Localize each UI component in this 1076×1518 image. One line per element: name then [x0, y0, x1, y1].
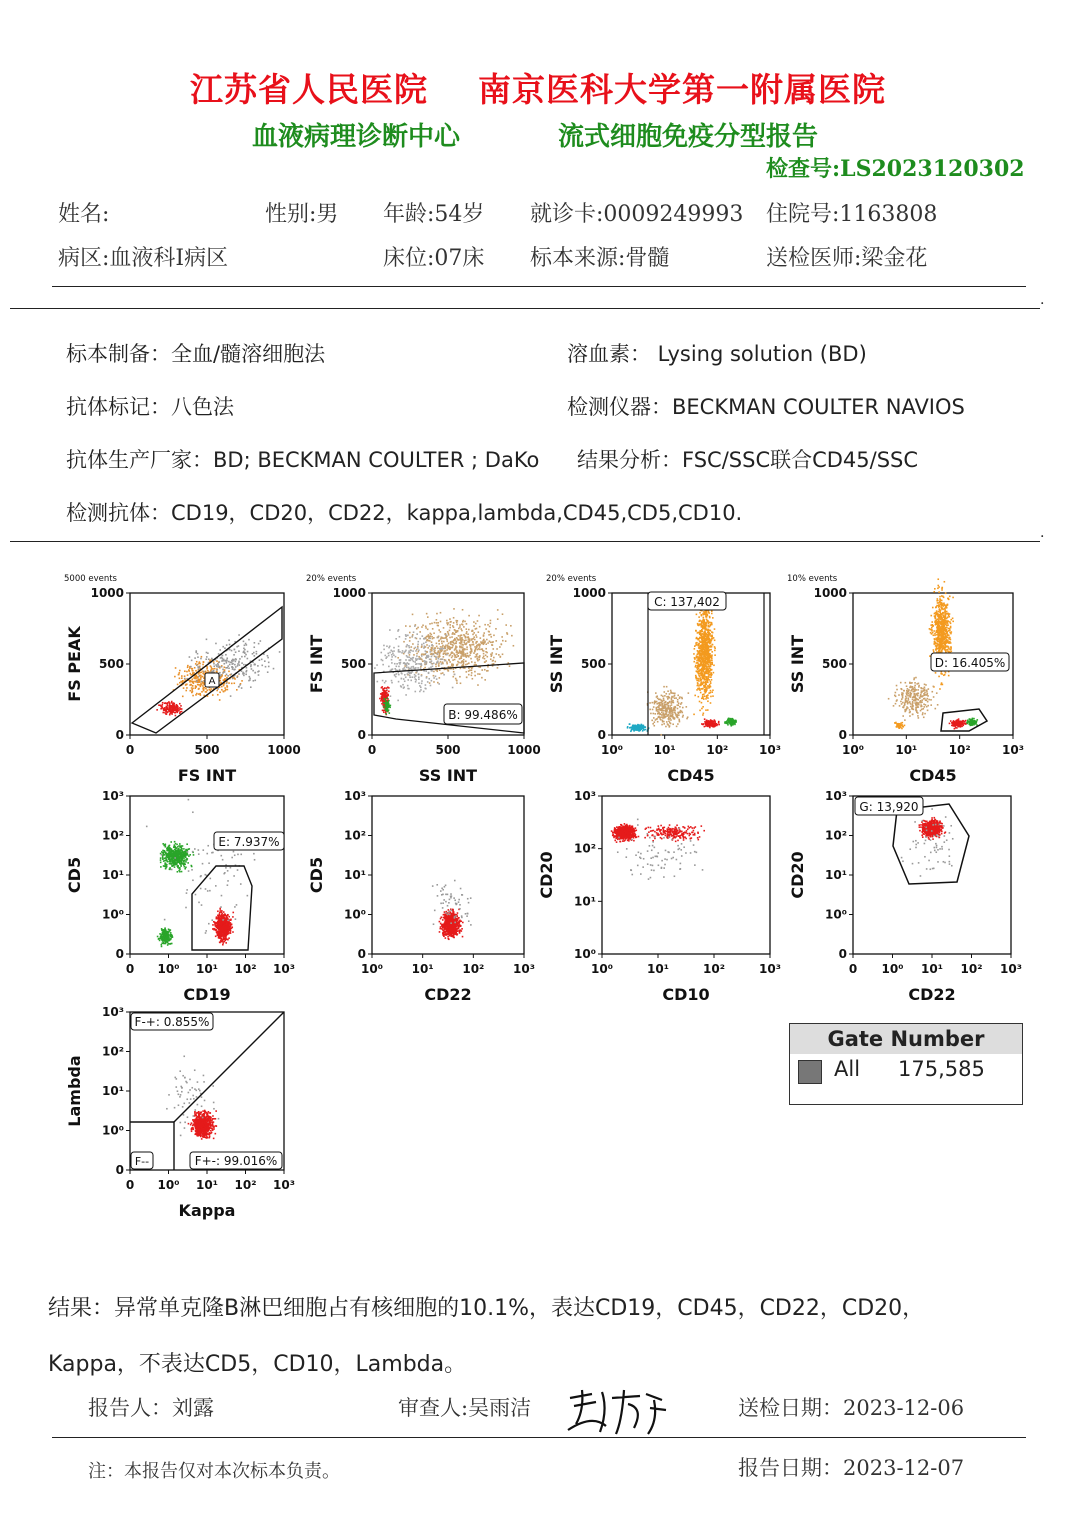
x-tick-label: 500 — [194, 743, 220, 757]
plot-frame — [130, 593, 284, 735]
y-tick-label: 1000 — [813, 586, 847, 600]
x-tick-label: 0 — [125, 743, 135, 757]
y-tick-label: 10¹ — [102, 1084, 124, 1098]
method-prep: 标本制备：全血/髓溶细胞法 — [66, 342, 326, 366]
y-tick-label: 0 — [115, 947, 124, 961]
gate-number-box — [789, 1023, 1023, 1105]
x-tick-label: 1000 — [507, 743, 541, 757]
x-tick-label: 10² — [234, 962, 257, 976]
x-tick-label: 10⁰ — [157, 1178, 180, 1192]
disclaimer-note: 注：本报告仅对本次标本负责。 — [88, 1461, 340, 1482]
patient-age: 年龄:54岁 — [383, 202, 485, 227]
y-tick-label: 500 — [340, 657, 366, 671]
gate-label-group — [205, 673, 219, 687]
x-tick-label: 1000 — [267, 743, 301, 757]
x-tick-label: 0 — [125, 1178, 135, 1192]
x-axis-label: CD22 — [908, 985, 956, 1004]
gate-label: A — [208, 676, 216, 687]
divider-dot: . — [1040, 292, 1045, 308]
y-axis-label: FS PEAK — [65, 626, 84, 702]
x-tick-label: 10³ — [273, 1178, 295, 1192]
y-tick-label: 1000 — [332, 586, 366, 600]
x-tick-label: 10¹ — [647, 962, 669, 976]
y-tick-label: 10² — [102, 1044, 124, 1059]
x-tick-label: 10³ — [759, 962, 781, 976]
x-tick-label: 10² — [948, 743, 971, 757]
x-tick-label: 10³ — [513, 962, 535, 976]
y-tick-label: 0 — [357, 947, 366, 961]
center-name: 血液病理诊断中心 — [252, 122, 461, 152]
y-axis-label: CD20 — [537, 851, 556, 899]
y-tick-label: 10⁰ — [102, 907, 124, 922]
y-tick-label: 0 — [597, 728, 606, 742]
gate-all-value: 175,585 — [898, 1057, 985, 1081]
plot-p8 — [788, 789, 1022, 1004]
x-tick-label: 10² — [703, 962, 725, 976]
x-tick-label: 500 — [435, 743, 461, 757]
x-tick-label: 10⁰ — [601, 743, 623, 757]
event-count-label: 5000 events — [64, 574, 117, 584]
y-axis-label: Lambda — [65, 1055, 84, 1127]
y-tick-label: 10⁰ — [825, 907, 847, 922]
x-axis-label: CD22 — [424, 985, 472, 1004]
y-tick-label: 10³ — [825, 789, 847, 803]
y-tick-label: 10¹ — [102, 868, 124, 882]
plot-p9 — [65, 1005, 295, 1220]
x-tick-label: 10³ — [1002, 743, 1024, 757]
y-tick-label: 10⁰ — [344, 907, 366, 922]
x-axis-label: CD10 — [662, 985, 710, 1004]
reviewer-signature — [562, 1380, 672, 1440]
patient-bed: 床位:07床 — [383, 246, 485, 271]
x-tick-label: 10³ — [273, 962, 295, 976]
x-tick-label: 10² — [706, 743, 729, 757]
patient-name: 姓名: — [58, 202, 110, 227]
x-tick-label: 10⁰ — [591, 962, 613, 976]
y-tick-label: 10³ — [102, 1005, 124, 1019]
y-tick-label: 1000 — [572, 586, 606, 600]
gate-label: D: 16.405% — [934, 656, 1006, 670]
y-tick-label: 500 — [98, 657, 124, 671]
x-axis-label: Kappa — [178, 1201, 236, 1220]
divider-3 — [10, 541, 1040, 542]
patient-card: 就诊卡:0009249993 — [530, 202, 744, 227]
x-tick-label: 0 — [367, 743, 377, 757]
x-tick-label: 10¹ — [895, 743, 918, 757]
x-tick-label: 10⁰ — [881, 962, 904, 976]
x-axis-label: CD19 — [183, 985, 231, 1004]
gate-label: F+-: 99.016% — [194, 1154, 278, 1168]
x-tick-label: 10¹ — [921, 962, 943, 976]
y-tick-label: 10³ — [344, 789, 366, 803]
gate-label: E: 7.937% — [218, 835, 280, 849]
y-tick-label: 0 — [838, 947, 847, 961]
y-tick-label: 0 — [115, 1163, 124, 1177]
gate-all-label: All — [834, 1057, 861, 1081]
x-axis-label: SS INT — [418, 766, 478, 785]
result-line-2: Kappa，不表达CD5，CD10，Lambda。 — [48, 1352, 467, 1377]
reporter: 报告人：刘露 — [88, 1396, 214, 1420]
plot-p4 — [787, 574, 1024, 785]
y-axis-label: CD20 — [788, 851, 807, 899]
divider-dot: . — [1040, 525, 1045, 541]
y-axis-label: SS INT — [788, 634, 807, 694]
y-tick-label: 10¹ — [574, 894, 596, 909]
y-tick-label: 500 — [580, 657, 606, 671]
method-instrument: 检测仪器：BECKMAN COULTER NAVIOS — [567, 395, 965, 419]
y-axis-label: SS INT — [547, 634, 566, 694]
plot-p3 — [546, 574, 781, 785]
y-axis-label: FS INT — [307, 634, 326, 694]
report-date: 报告日期：2023-12-07 — [738, 1456, 965, 1480]
y-tick-label: 10² — [574, 841, 596, 856]
result-line-1: 结果：异常单克隆B淋巴细胞占有核细胞的10.1%，表达CD19，CD45，CD22，CD20， — [48, 1296, 925, 1321]
event-count-label: 20% events — [546, 574, 597, 584]
hospital-title: 江苏省人民医院 南京医科大学第一附属医院 — [190, 70, 886, 109]
gate-label: F-+: 0.855% — [134, 1015, 210, 1029]
x-tick-label: 10⁰ — [361, 962, 383, 976]
y-tick-label: 10² — [344, 828, 366, 843]
y-tick-label: 10³ — [102, 789, 124, 803]
gate-label: C: 137,402 — [654, 595, 720, 609]
x-axis-label: FS INT — [177, 766, 237, 785]
y-tick-label: 10³ — [574, 789, 596, 803]
method-lysing: 溶血素： Lysing solution (BD) — [567, 342, 867, 366]
divider-2 — [10, 308, 1040, 309]
event-count-label: 10% events — [787, 574, 838, 584]
patient-sex: 性别:男 — [265, 202, 339, 227]
x-tick-label: 10² — [234, 1178, 257, 1192]
patient-ward: 病区:血液科I病区 — [58, 246, 229, 271]
x-tick-label: 10¹ — [196, 1178, 218, 1192]
x-tick-label: 10¹ — [196, 962, 218, 976]
send-date: 送检日期：2023-12-06 — [738, 1396, 965, 1420]
report-title: 流式细胞免疫分型报告 — [558, 122, 819, 152]
y-tick-label: 10² — [102, 828, 124, 843]
x-tick-label: 10³ — [759, 743, 781, 757]
y-axis-label: CD5 — [65, 856, 84, 894]
y-tick-label: 10¹ — [825, 868, 847, 882]
x-axis-label: CD45 — [909, 766, 957, 785]
flow-cytometry-plots — [0, 560, 1076, 1220]
y-axis-label: CD5 — [307, 856, 326, 894]
x-tick-label: 10¹ — [653, 743, 676, 757]
x-tick-label: 0 — [848, 962, 858, 976]
y-tick-label: 1000 — [90, 586, 124, 600]
y-tick-label: 10² — [825, 828, 847, 843]
gate-label: G: 13,920 — [859, 800, 919, 814]
method-antibodies: 检测抗体：CD19，CD20，CD22，kappa,lambda,CD45,CD5,CD10. — [66, 501, 743, 525]
referring-doctor: 送检医师:梁金花 — [766, 246, 928, 271]
divider-1 — [52, 286, 1026, 287]
y-tick-label: 0 — [838, 728, 847, 742]
x-tick-label: 10² — [960, 962, 983, 976]
plot-frame — [602, 796, 770, 954]
x-axis-label: CD45 — [667, 766, 715, 785]
method-label: 抗体标记：八色法 — [66, 395, 234, 419]
plot-p6 — [307, 789, 535, 1004]
patient-inpatient-no: 住院号:1163808 — [766, 202, 938, 227]
gate-color-swatch — [798, 1060, 822, 1084]
y-tick-label: 500 — [821, 657, 847, 671]
y-tick-label: 0 — [115, 728, 124, 742]
plot-p2 — [306, 574, 541, 785]
reviewer: 审查人:吴雨洁 — [398, 1396, 532, 1420]
y-tick-label: 10⁰ — [574, 947, 596, 961]
x-tick-label: 10⁰ — [157, 962, 180, 976]
y-tick-label: 0 — [357, 728, 366, 742]
x-tick-label: 10¹ — [411, 962, 434, 976]
divider-4 — [52, 1437, 1026, 1438]
plot-p7 — [537, 789, 781, 1004]
gate-number-title: Gate Number — [790, 1024, 1022, 1054]
plot-p1 — [64, 574, 301, 785]
gate-label: F-- — [134, 1155, 150, 1168]
x-tick-label: 10⁰ — [842, 743, 864, 757]
y-tick-label: 10⁰ — [102, 1123, 124, 1138]
plot-p5 — [65, 789, 295, 1004]
method-analysis: 结果分析：FSC/SSC联合CD45/SSC — [577, 448, 919, 472]
plot-frame — [612, 593, 770, 735]
x-tick-label: 10³ — [1000, 962, 1022, 976]
exam-number: 检查号:LS2023120302 — [766, 156, 1025, 182]
x-tick-label: 0 — [125, 962, 135, 976]
x-tick-label: 10² — [462, 962, 485, 976]
event-count-label: 20% events — [306, 574, 357, 584]
y-tick-label: 10¹ — [344, 868, 366, 882]
gate-label: B: 99.486% — [448, 708, 518, 722]
specimen-source: 标本来源:骨髓 — [530, 246, 670, 271]
method-manufacturer: 抗体生产厂家：BD; BECKMAN COULTER ; DaKo — [66, 448, 540, 472]
